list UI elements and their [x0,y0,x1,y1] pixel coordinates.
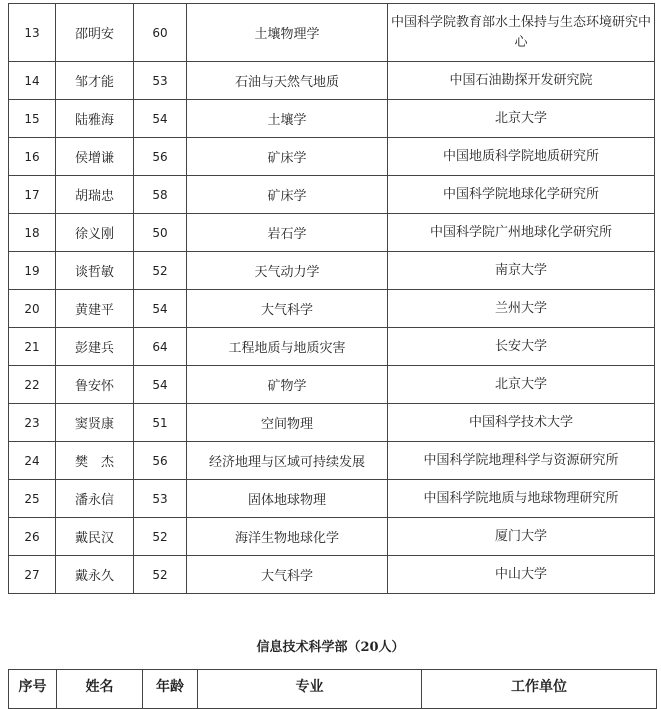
row-name: 鲁安怀 [56,366,134,404]
header-major: 专业 [198,670,422,709]
row-number: 13 [9,4,56,62]
table-row [9,404,655,442]
row-name: 黄建平 [56,290,134,328]
row-age: 52 [134,252,187,290]
table-row [9,138,655,176]
row-age: 58 [134,176,187,214]
row-name: 邵明安 [56,4,134,62]
row-age: 56 [134,442,187,480]
row-number: 19 [9,252,56,290]
table-row [9,214,655,252]
row-number: 17 [9,176,56,214]
row-number: 16 [9,138,56,176]
row-age: 53 [134,62,187,100]
row-age: 54 [134,366,187,404]
row-name: 潘永信 [56,480,134,518]
row-number: 15 [9,100,56,138]
row-name: 彭建兵 [56,328,134,366]
row-unit: 厦门大学 [388,518,655,556]
row-name: 侯增谦 [56,138,134,176]
row-name: 戴永久 [56,556,134,594]
header-name: 姓名 [57,670,143,709]
info-tech-table-header [8,669,657,709]
row-unit: 中国科学院教育部水土保持与生态环境研究中心 [388,4,655,62]
row-unit: 中国地质科学院地质研究所 [388,138,655,176]
row-age: 52 [134,556,187,594]
header-no: 序号 [9,670,57,709]
row-age: 54 [134,100,187,138]
row-major: 岩石学 [187,214,388,252]
header-age: 年龄 [143,670,198,709]
table-row [9,176,655,214]
row-name: 胡瑞忠 [56,176,134,214]
row-unit: 长安大学 [388,328,655,366]
row-name: 樊 杰 [56,442,134,480]
table-row [9,100,655,138]
row-name: 陆雅海 [56,100,134,138]
table-row [9,4,655,62]
row-major: 矿床学 [187,176,388,214]
table-row [9,480,655,518]
table-row [9,62,655,100]
table-row [9,442,655,480]
row-number: 20 [9,290,56,328]
row-number: 22 [9,366,56,404]
table-row [9,556,655,594]
row-major: 经济地理与区域可持续发展 [187,442,388,480]
row-major: 天气动力学 [187,252,388,290]
row-major: 工程地质与地质灾害 [187,328,388,366]
table-row [9,328,655,366]
header-unit: 工作单位 [422,670,657,709]
row-unit: 中国科学技术大学 [388,404,655,442]
row-unit: 兰州大学 [388,290,655,328]
row-major: 石油与天然气地质 [187,62,388,100]
row-number: 21 [9,328,56,366]
row-number: 26 [9,518,56,556]
row-age: 56 [134,138,187,176]
row-age: 60 [134,4,187,62]
row-age: 53 [134,480,187,518]
row-number: 18 [9,214,56,252]
row-age: 52 [134,518,187,556]
member-table-continued [8,3,655,594]
row-unit: 中国科学院地理科学与资源研究所 [388,442,655,480]
row-age: 64 [134,328,187,366]
row-age: 51 [134,404,187,442]
table-row [9,252,655,290]
row-unit: 中山大学 [388,556,655,594]
row-major: 矿物学 [187,366,388,404]
table-row [9,290,655,328]
row-unit: 北京大学 [388,100,655,138]
row-major: 土壤物理学 [187,4,388,62]
row-name: 谈哲敏 [56,252,134,290]
row-name: 徐义刚 [56,214,134,252]
row-major: 空间物理 [187,404,388,442]
row-age: 54 [134,290,187,328]
row-unit: 南京大学 [388,252,655,290]
row-age: 50 [134,214,187,252]
section-title: 信息技术科学部（20人） [256,640,405,655]
row-unit: 中国科学院广州地球化学研究所 [388,214,655,252]
header-row [9,670,657,709]
row-number: 24 [9,442,56,480]
row-unit: 中国科学院地球化学研究所 [388,176,655,214]
table-row [9,366,655,404]
row-major: 固体地球物理 [187,480,388,518]
member-table-body [9,4,655,594]
row-unit: 中国石油勘探开发研究院 [388,62,655,100]
row-name: 邹才能 [56,62,134,100]
row-number: 14 [9,62,56,100]
row-name: 戴民汉 [56,518,134,556]
row-unit: 北京大学 [388,366,655,404]
row-number: 27 [9,556,56,594]
row-name: 窦贤康 [56,404,134,442]
row-major: 海洋生物地球化学 [187,518,388,556]
row-major: 大气科学 [187,290,388,328]
table-row [9,518,655,556]
row-number: 23 [9,404,56,442]
row-major: 土壤学 [187,100,388,138]
row-major: 大气科学 [187,556,388,594]
row-major: 矿床学 [187,138,388,176]
row-number: 25 [9,480,56,518]
row-unit: 中国科学院地质与地球物理研究所 [388,480,655,518]
